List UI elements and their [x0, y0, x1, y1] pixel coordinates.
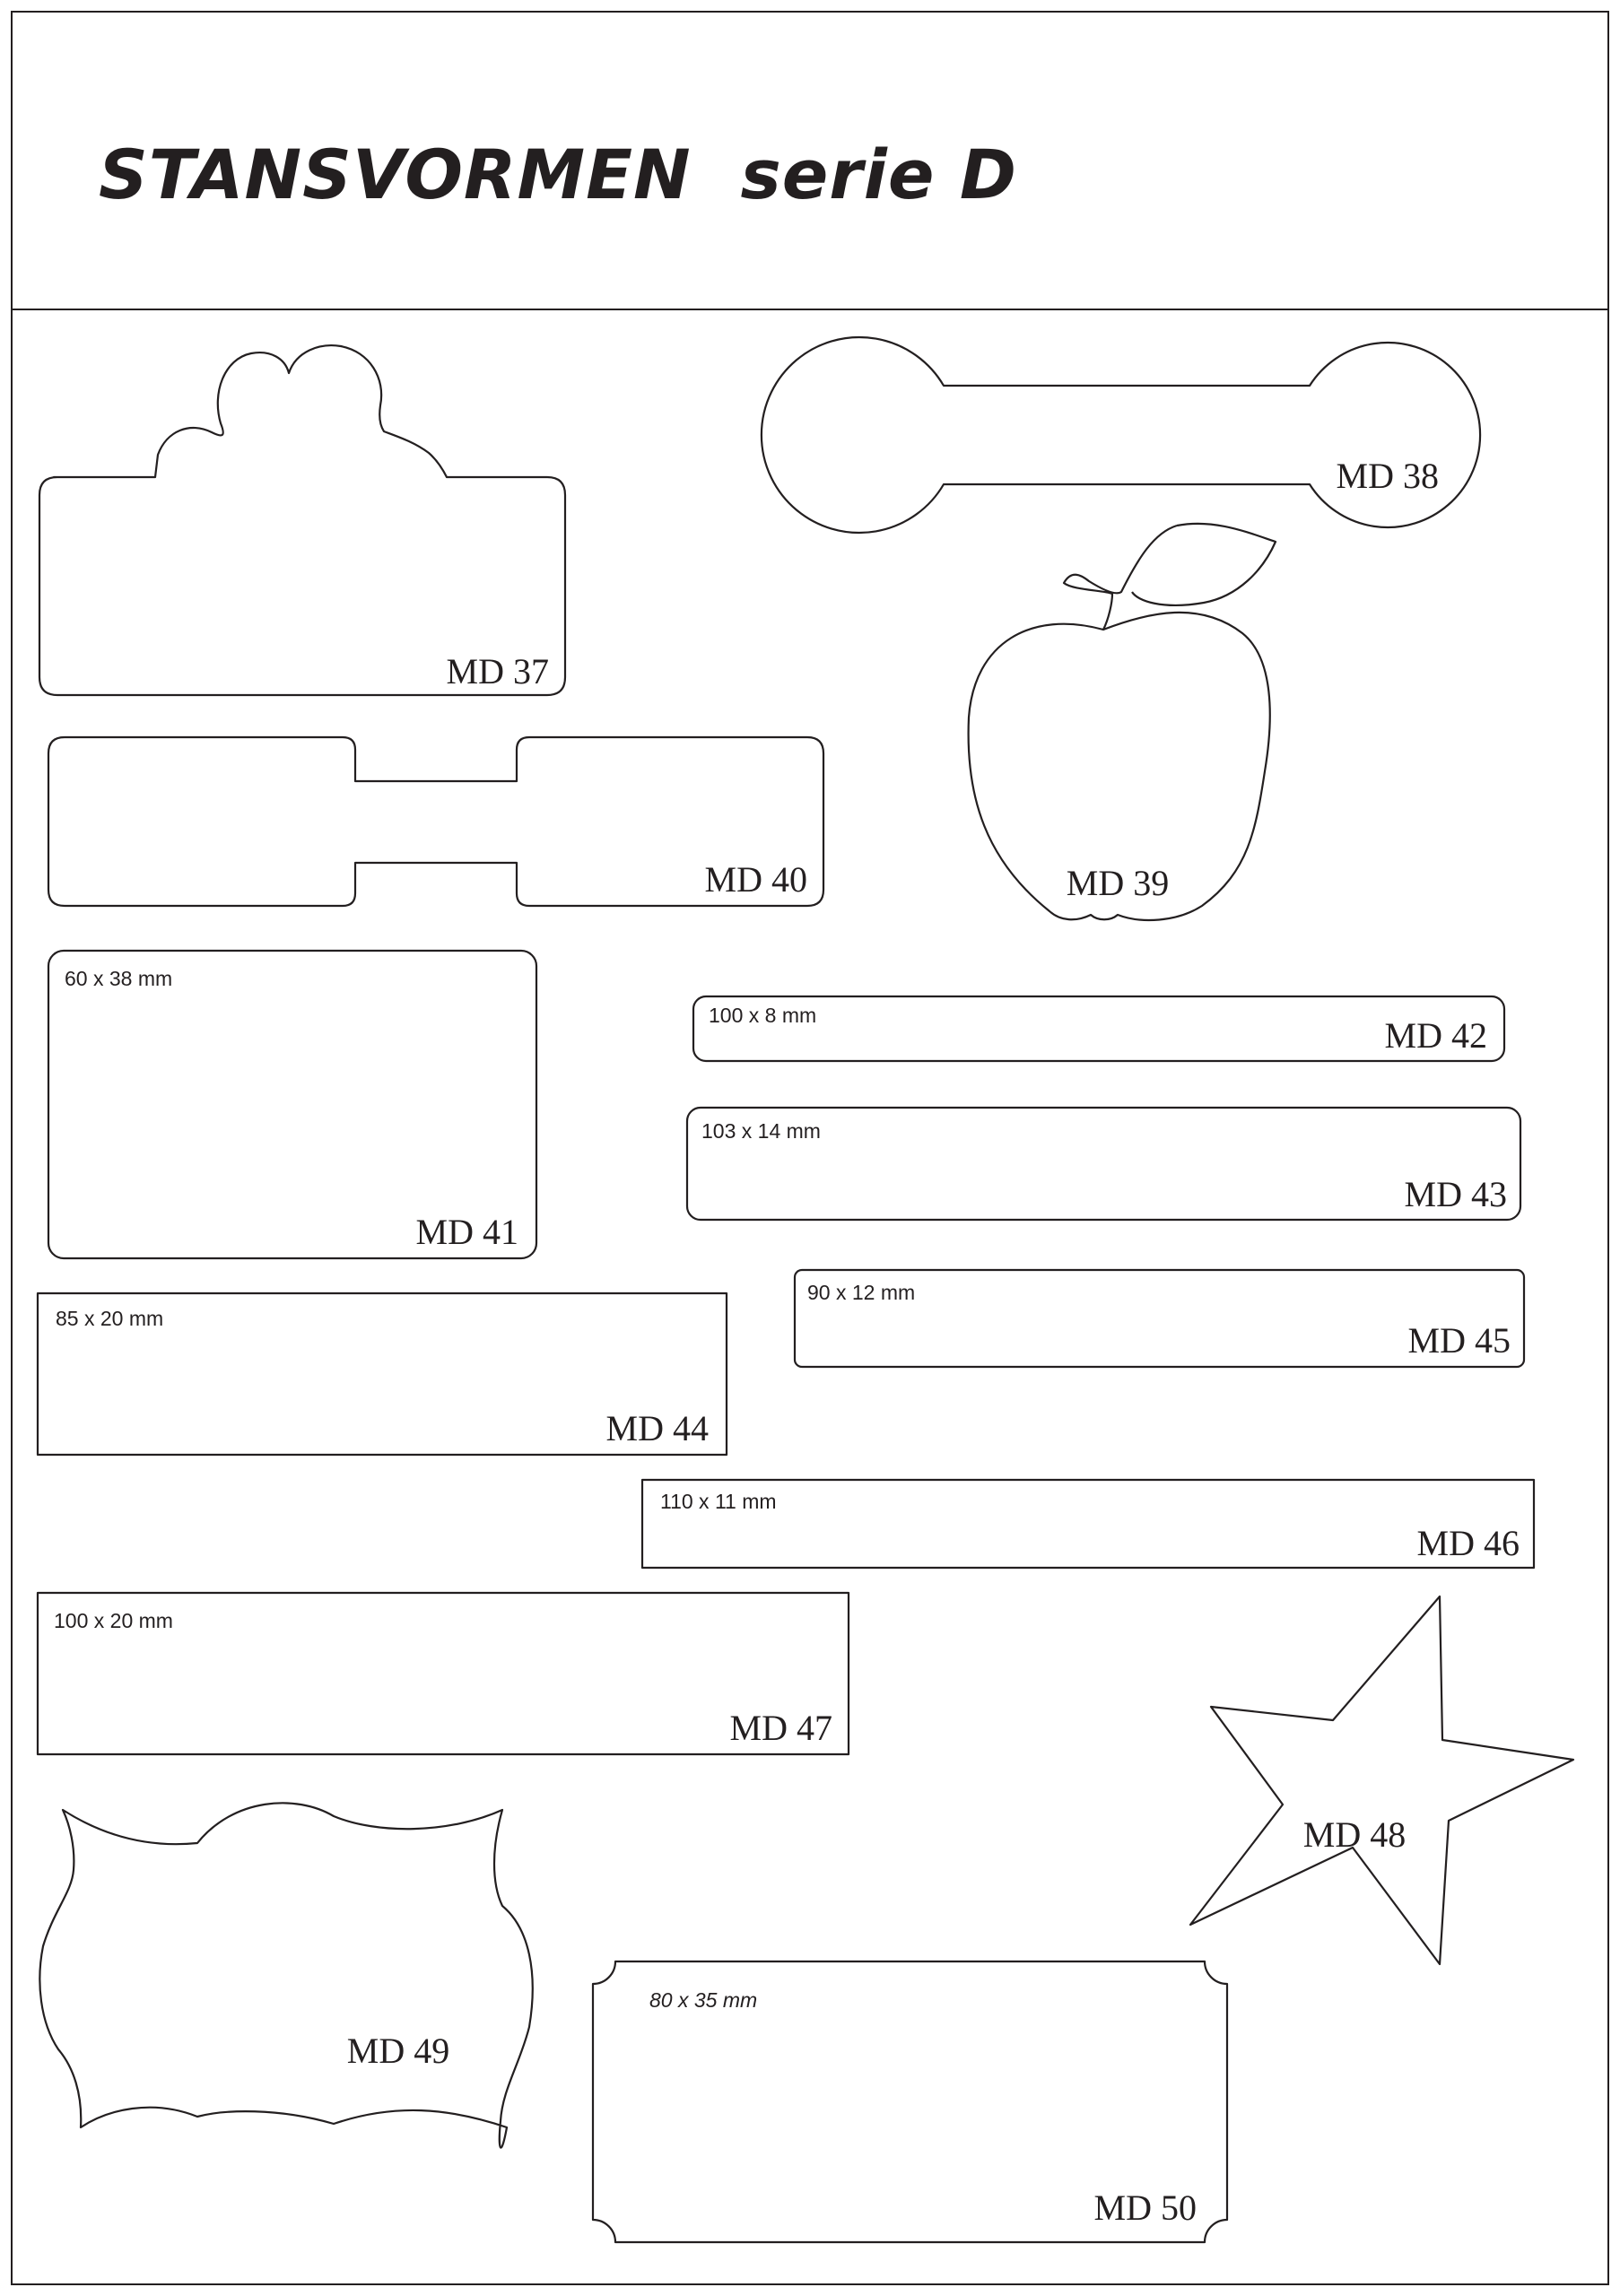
- shape-dims-md44: 85 x 20 mm: [56, 1307, 164, 1330]
- shape-md40: [48, 737, 823, 906]
- shape-md46: [642, 1480, 1534, 1568]
- shape-code-md49: MD 49: [346, 2031, 450, 2071]
- shape-md43: [687, 1108, 1520, 1220]
- shape-md48: [1190, 1596, 1573, 1964]
- shape-md41: [48, 951, 536, 1258]
- shape-md37: [39, 345, 565, 695]
- shape-dims-md43: 103 x 14 mm: [701, 1119, 821, 1143]
- shape-md38: [762, 337, 1480, 533]
- shape-code-md41: MD 41: [415, 1212, 518, 1252]
- shape-md44: [38, 1293, 727, 1455]
- shape-code-md40: MD 40: [704, 859, 807, 900]
- shape-md42: [693, 996, 1504, 1061]
- shape-code-md37: MD 37: [446, 651, 549, 691]
- shape-code-md48: MD 48: [1302, 1814, 1407, 1855]
- shape-md45: [795, 1270, 1524, 1367]
- shape-code-md45: MD 45: [1407, 1320, 1511, 1361]
- shape-code-md47: MD 47: [729, 1708, 832, 1748]
- shape-code-md46: MD 46: [1416, 1523, 1520, 1563]
- shape-dims-md50: 80 x 35 mm: [649, 1988, 758, 2012]
- shape-md50: [593, 1961, 1227, 2242]
- shape-dims-md47: 100 x 20 mm: [54, 1609, 173, 1632]
- shape-md47: [38, 1593, 849, 1754]
- shape-code-md39: MD 39: [1066, 863, 1170, 903]
- shape-dims-md41: 60 x 38 mm: [65, 967, 173, 990]
- shape-dims-md42: 100 x 8 mm: [709, 1004, 817, 1027]
- shape-code-md44: MD 44: [605, 1408, 709, 1448]
- page-title: STANSVORMEN serie D: [99, 135, 1017, 214]
- shape-code-md42: MD 42: [1384, 1015, 1487, 1056]
- shape-code-md50: MD 50: [1093, 2187, 1197, 2228]
- shape-md49: [39, 1803, 532, 2147]
- shape-code-md38: MD 38: [1336, 456, 1439, 496]
- shape-dims-md46: 110 x 11 mm: [660, 1490, 777, 1513]
- shape-dims-md45: 90 x 12 mm: [807, 1281, 916, 1304]
- shape-code-md43: MD 43: [1404, 1174, 1507, 1214]
- shape-md39: [969, 524, 1276, 920]
